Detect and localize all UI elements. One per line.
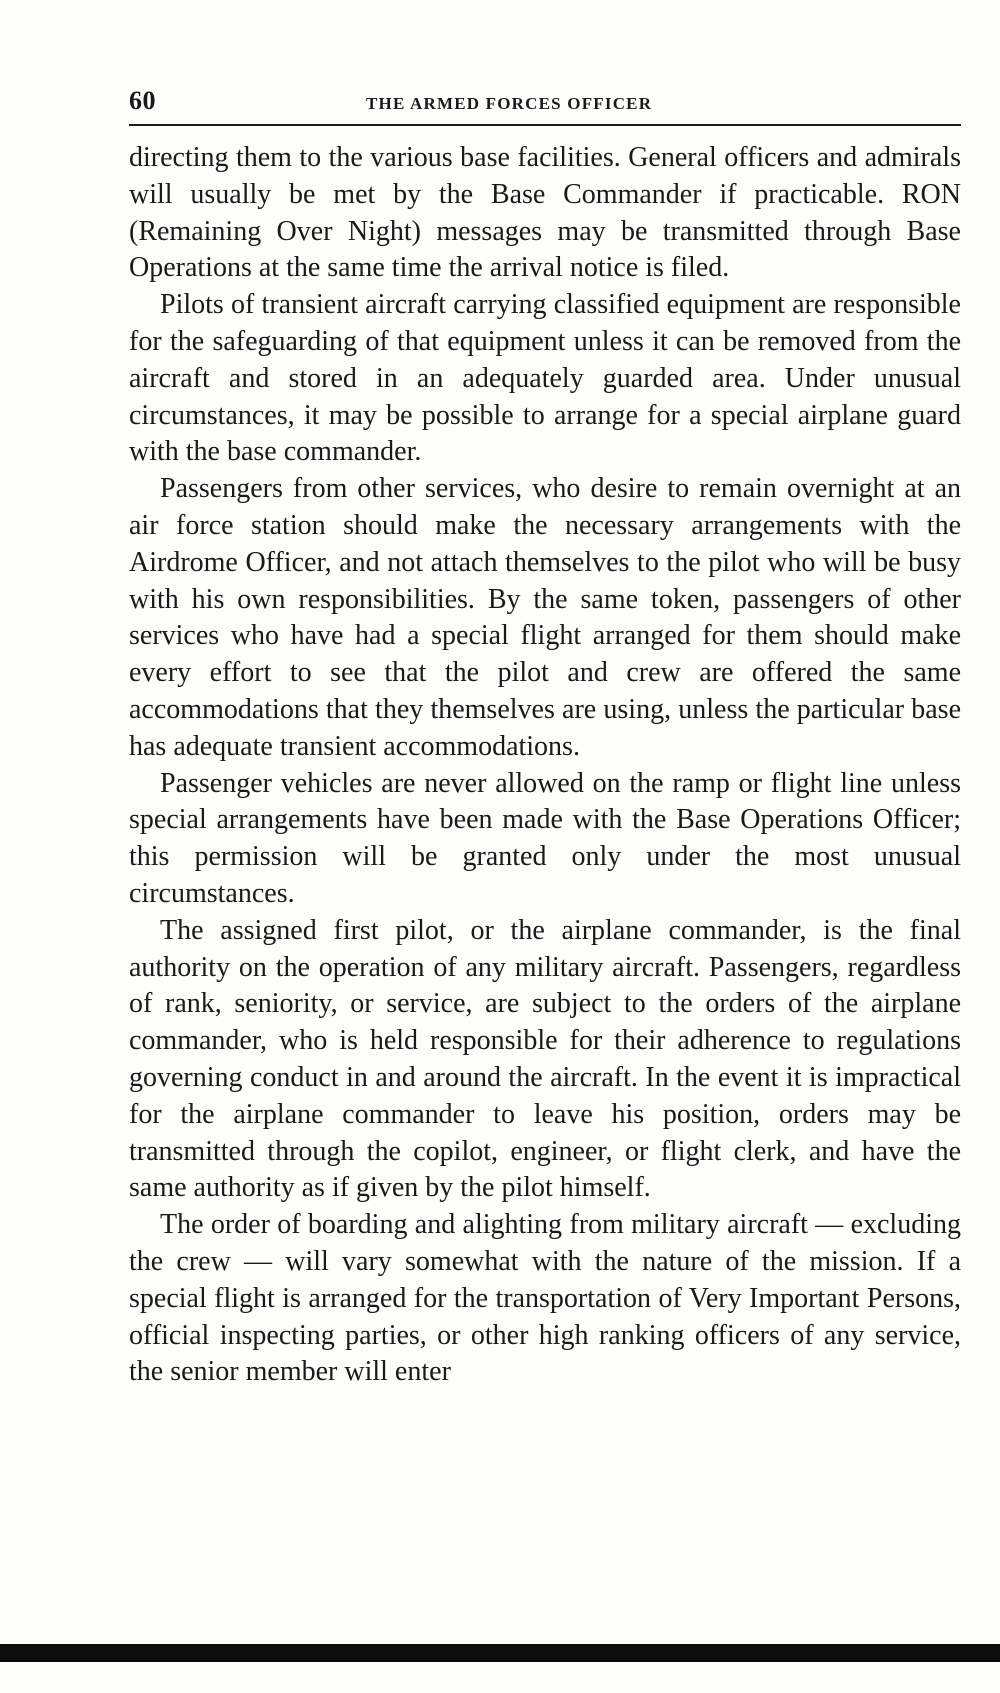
body-text <box>129 140 961 1391</box>
paragraph: directing them to the various base facilities. General officers and admirals will usually be met by the Base Commander if practicable. RON (Remaining Over Night) messages may be transmitted through Base Operations at the same time the arrival notice is filed. <box>129 142 961 284</box>
page-header <box>129 84 961 126</box>
paragraph: The order of boarding and alighting from military aircraft — excluding the crew — will vary somewhat with the nature of the mission. If a special flight is arranged for the transportation of Very Important Persons, official inspecting parties, or other high ranking officers of any service, the senior member will enter <box>129 1209 961 1388</box>
paragraph: Passenger vehicles are never allowed on the ramp or flight line unless special arrangements have been made with the Base Operations Officer; this permission will be granted only under the most unusual circumstances. <box>129 767 961 909</box>
paragraph: The assigned first pilot, or the airplane commander, is the final authority on the operation of any military aircraft. Passengers, regardless of rank, seniority, or service, are subject to the orders of the airplane commander, who is held responsible for their adherence to regulations governing conduct in and around the aircraft. In the event it is impractical for the airplane commander to leave his position, orders may be transmitted through the copilot, engineer, or flight clerk, and have the same authority as if given by the pilot himself. <box>129 914 961 1204</box>
running-head: THE ARMED FORCES OFFICER <box>366 94 653 113</box>
paragraph: Pilots of transient aircraft carrying classified equipment are responsible for the safeguarding of that equipment unless it can be removed from the aircraft and stored in an adequately guarded area. Under unusual circumstances, it may be possible to arrange for a special airplane guard with the base commander. <box>129 289 961 468</box>
page-number: 60 <box>129 86 156 115</box>
scan-bottom-edge <box>0 1644 1000 1662</box>
paragraph: Passengers from other services, who desire to remain overnight at an air force station should make the necessary arrangements with the Airdrome Officer, and not attach themselves to the pilot who will be busy with his own responsibilities. By the same token, passengers of other services who have had a special flight arranged for them should make every effort to see that the pilot and crew are offered the same accommodations that they themselves are using, unless the particular base has adequate transient accommodations. <box>129 473 961 762</box>
